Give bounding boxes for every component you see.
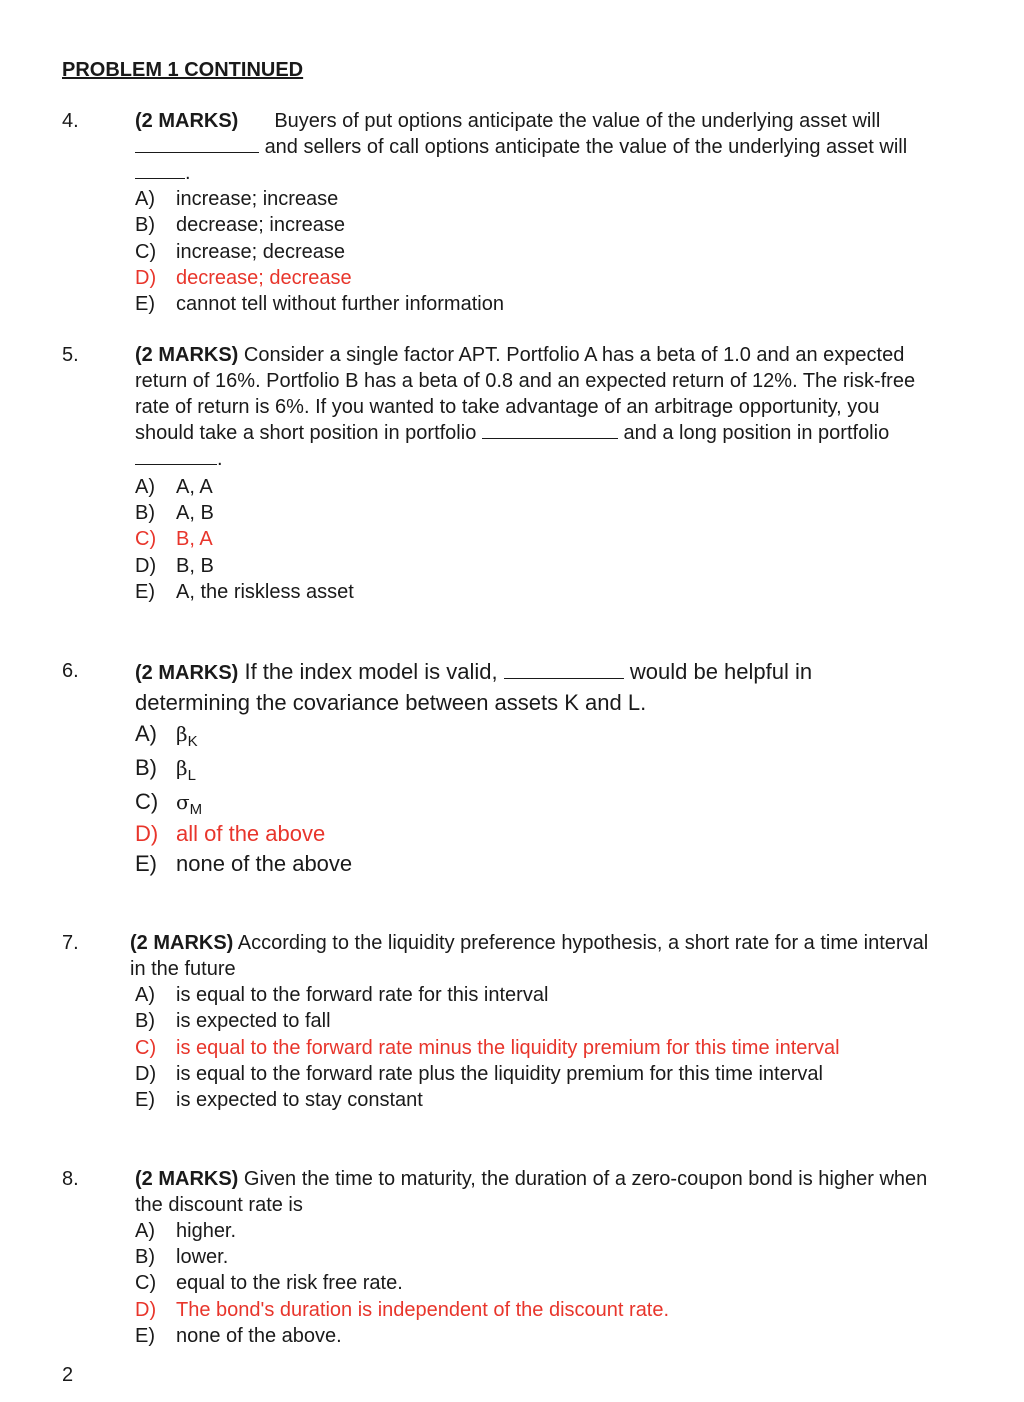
option-c-correct: [135, 526, 354, 552]
option-d: [135, 553, 354, 579]
option-a: [135, 717, 352, 751]
option-b: [135, 751, 352, 785]
answer-blank: [504, 660, 624, 679]
option-c: [135, 239, 504, 265]
answer-blank: [482, 420, 618, 439]
option-text: increase; increase: [176, 188, 339, 210]
option-text: higher.: [176, 1220, 237, 1242]
marks-label: (2 MARKS): [135, 344, 239, 366]
option-text: is equal to the forward rate plus the liquidity premium for this time interval: [176, 1062, 823, 1085]
question-stem: [130, 930, 930, 982]
option-letter: D): [135, 554, 157, 577]
stem-text: Given the time to maturity, the duration of a zero-coupon bond is higher when the discount rate is: [135, 1168, 928, 1216]
option-text: is expected to fall: [176, 1010, 331, 1033]
answer-options: [135, 717, 352, 879]
option-text: cannot tell without further information: [176, 293, 504, 316]
sigma-symbol: σ: [176, 790, 190, 814]
option-text: is expected to stay constant: [176, 1089, 423, 1112]
option-letter: B): [135, 755, 157, 780]
stem-text: Consider a single factor APT. Portfolio A has a beta of 1.0 and an expected return of 16%. Portfolio B has a beta of 0.8 and an expected return of 12%. The risk-free rate of return is 6%. If you wanted to take advantage of an arbitrage opportunity, you should take a short position in portfolio: [135, 344, 916, 444]
option-c: [135, 785, 352, 819]
option-letter: E): [135, 293, 155, 316]
answer-blank: [135, 446, 217, 465]
option-a: [135, 1218, 669, 1244]
option-letter: D): [135, 821, 159, 846]
option-a: [135, 982, 840, 1008]
option-letter: B): [135, 1010, 155, 1033]
option-text: The bond's duration is independent of the discount rate.: [176, 1298, 670, 1321]
subscript: K: [187, 733, 198, 750]
option-e: [135, 1087, 840, 1113]
option-letter: A): [135, 721, 157, 746]
option-d-correct: [135, 1297, 669, 1323]
option-text: increase; decrease: [176, 240, 345, 263]
stem-text: and sellers of call options anticipate the value of the underlying asset will: [264, 136, 908, 158]
option-text: A, the riskless asset: [176, 580, 354, 603]
option-d-correct: [135, 265, 504, 291]
question-number: 5.: [62, 344, 79, 366]
question-number: 7.: [62, 932, 79, 954]
option-letter: E): [135, 1324, 155, 1347]
marks-label: (2 MARKS): [135, 110, 239, 132]
stem-text: .: [185, 162, 191, 184]
subscript: L: [187, 767, 196, 784]
option-letter: C): [135, 789, 159, 814]
question-stem: [135, 657, 925, 717]
question-stem: [135, 342, 935, 472]
option-letter: E): [135, 1089, 155, 1112]
option-letter: C): [135, 1036, 157, 1059]
option-c: [135, 1270, 669, 1296]
option-letter: D): [135, 266, 157, 289]
option-a: [135, 474, 354, 500]
marks-label: (2 MARKS): [135, 662, 239, 684]
stem-text: .: [217, 448, 223, 470]
option-letter: A): [135, 984, 155, 1006]
option-b: [135, 1244, 669, 1270]
stem-text: would be helpful in determining the covariance between assets K and L.: [135, 659, 813, 715]
answer-blank: [135, 160, 185, 179]
stem-text: If the index model is valid,: [244, 659, 498, 684]
option-a: [135, 186, 504, 212]
option-b: [135, 1008, 840, 1034]
option-letter: E): [135, 851, 157, 876]
option-text: decrease; decrease: [176, 266, 352, 289]
option-text: B, A: [176, 528, 213, 551]
subscript: M: [189, 801, 203, 818]
option-d: [135, 1061, 840, 1087]
option-letter: B): [135, 502, 155, 525]
option-text: all of the above: [176, 821, 326, 846]
option-e: [135, 291, 504, 317]
question-number: 8.: [62, 1168, 79, 1190]
option-e: [135, 579, 354, 605]
option-b: [135, 212, 504, 238]
option-text: lower.: [176, 1246, 229, 1269]
option-b: [135, 500, 354, 526]
option-d-correct: [135, 819, 352, 849]
option-letter: A): [135, 1220, 155, 1242]
option-letter: C): [135, 1272, 157, 1295]
page-number: 2: [62, 1364, 74, 1386]
option-c-correct: [135, 1035, 840, 1061]
option-letter: C): [135, 240, 157, 263]
option-text: is equal to the forward rate for this interval: [176, 984, 549, 1006]
question-stem: [135, 1166, 935, 1218]
beta-symbol: β: [176, 722, 188, 746]
marks-label: (2 MARKS): [135, 1168, 239, 1190]
option-e: [135, 1323, 669, 1349]
option-text: A, B: [176, 502, 214, 525]
option-text: B, B: [176, 554, 214, 577]
answer-options: [135, 982, 840, 1113]
option-letter: A): [135, 476, 155, 498]
answer-blank: [135, 134, 259, 153]
answer-options: [135, 1218, 669, 1349]
beta-symbol: β: [176, 756, 188, 780]
option-text: is equal to the forward rate minus the liquidity premium for this time interval: [176, 1036, 840, 1059]
stem-text: Buyers of put options anticipate the value of the underlying asset will: [274, 110, 881, 132]
option-letter: D): [135, 1062, 157, 1085]
option-letter: D): [135, 1298, 157, 1321]
option-e: [135, 849, 352, 879]
marks-label: (2 MARKS): [130, 932, 234, 954]
option-text: A, A: [176, 476, 213, 498]
option-text: none of the above.: [176, 1324, 342, 1347]
stem-text: According to the liquidity preference hypothesis, a short rate for a time interval in the future: [130, 932, 929, 980]
option-text: decrease; increase: [176, 214, 345, 237]
option-letter: B): [135, 214, 155, 237]
option-letter: C): [135, 528, 157, 551]
option-letter: B): [135, 1246, 155, 1269]
question-number: 6.: [62, 660, 79, 682]
option-text: none of the above: [176, 851, 353, 876]
question-number: 4.: [62, 110, 79, 132]
page-heading: PROBLEM 1 CONTINUED: [62, 59, 304, 81]
answer-options: [135, 474, 354, 605]
question-stem: [135, 108, 940, 186]
stem-text: and a long position in portfolio: [623, 422, 890, 444]
answer-options: [135, 186, 504, 317]
option-letter: E): [135, 580, 155, 603]
option-letter: A): [135, 188, 155, 210]
option-text: equal to the risk free rate.: [176, 1272, 403, 1295]
